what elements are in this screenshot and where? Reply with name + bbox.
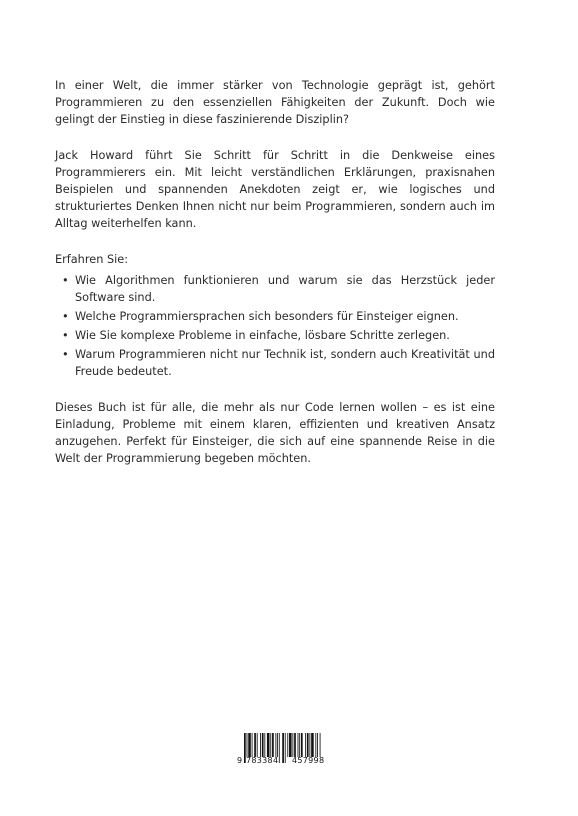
back-cover-text	[55, 77, 495, 486]
closing-paragraph: Dieses Buch ist für alle, die mehr als nur Code lernen wollen – es ist eine Einladung, Probleme mit einem klaren, effizienten und kreativen Ansatz anzugehen. Perfekt für Einsteiger, die sich auf eine spannende Reise in die Welt der Programmierung begeben möchten.	[55, 401, 495, 465]
barcode-bar	[277, 733, 278, 757]
barcode-bar	[252, 733, 253, 757]
barcode-bar	[311, 733, 314, 757]
list-intro: Erfahren Sie:	[55, 253, 129, 266]
barcode-bar	[257, 733, 258, 757]
benefit-list	[55, 272, 495, 380]
barcode-bar	[248, 733, 251, 757]
barcode-bar	[270, 733, 271, 757]
list-item: • Welche Programmiersprachen sich besonders für Einsteiger eignen.	[55, 308, 495, 325]
barcode-bar	[305, 733, 306, 757]
intro-paragraph: In einer Welt, die immer stärker von Technologie geprägt ist, gehört Programmieren zu den essenziellen Fähigkeiten der Zukunft. Doch wie gelingt der Einstieg in diese faszinierende Disziplin?	[55, 79, 495, 126]
barcode-bar	[307, 733, 309, 757]
barcode-bar	[260, 733, 261, 757]
author-paragraph: Jack Howard führt Sie Schritt für Schritt in die Denkweise eines Programmierers ein. Mit leicht verständlichen Erklärungen, praxisnahen Beispielen und spannenden Anekdoten zeigt er, wie logisches und strukturiertes Denken Ihnen nicht nur beim Programmieren, sondern auch im Alltag weiterhelfen kann.	[55, 149, 495, 230]
barcode-bar	[272, 733, 274, 757]
barcode-bar	[299, 733, 300, 757]
barcode-bar	[292, 733, 293, 757]
barcode-bar	[287, 733, 288, 757]
barcode-bar	[298, 733, 299, 757]
barcode-bar	[282, 733, 284, 763]
barcode-bar	[275, 733, 276, 757]
list-item: • Warum Programmieren nicht nur Technik ist, sondern auch Kreativität und Freude bedeutet.	[55, 346, 495, 380]
barcode-bar	[294, 733, 296, 757]
barcode-first-digit: 9	[237, 756, 243, 765]
barcode-bar	[264, 733, 265, 757]
barcode-bar	[267, 733, 270, 757]
barcode-left-digits: 783384	[246, 756, 279, 765]
barcode-bar	[289, 733, 292, 757]
barcode-right-digits: 457998	[292, 756, 325, 765]
barcode-bar	[301, 733, 303, 757]
barcode-bar	[262, 733, 264, 757]
barcode-bar	[317, 733, 318, 757]
barcode-bar	[254, 733, 256, 757]
barcode-bar	[279, 733, 280, 763]
barcode-bar	[315, 733, 316, 757]
list-item: • Wie Algorithmen funktionieren und warum sie das Herzstück jeder Software sind.	[55, 272, 495, 306]
barcode-bar	[309, 733, 310, 757]
list-item: • Wie Sie komplexe Probleme in einfache, lösbare Schritte zerlegen.	[55, 327, 495, 344]
isbn-barcode	[237, 733, 341, 767]
barcode-bar	[285, 733, 286, 763]
